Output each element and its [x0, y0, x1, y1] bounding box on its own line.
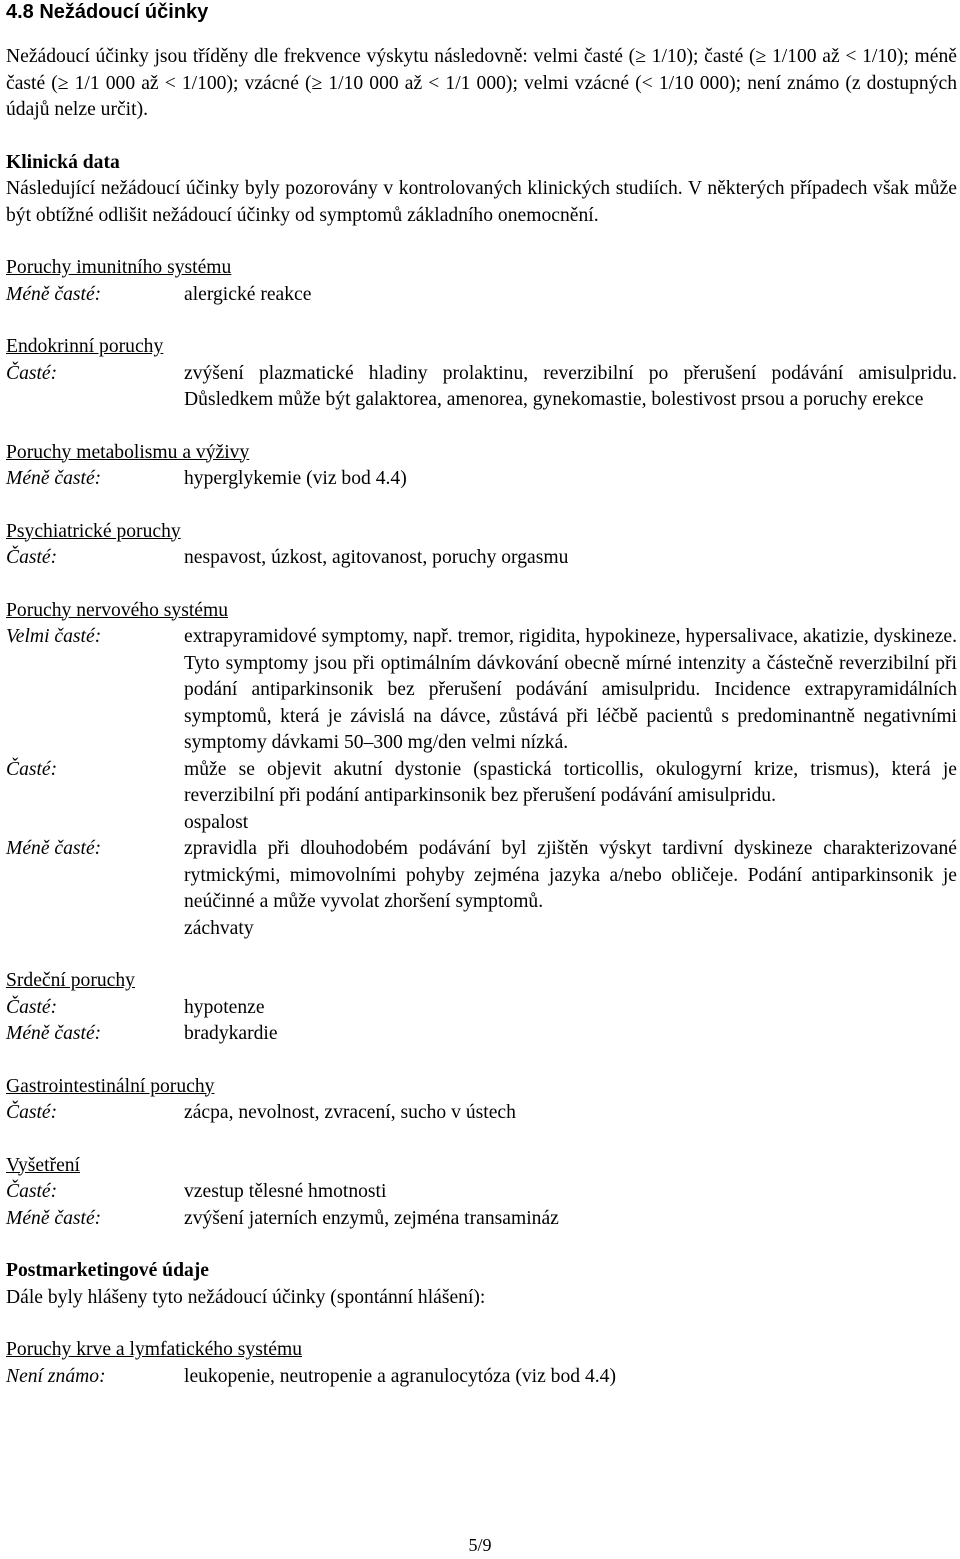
frequency-row [6, 1100, 957, 1127]
category-title: Gastrointestinální poruchy [6, 1075, 215, 1097]
effect-text: alergické reakce [184, 283, 312, 305]
frequency-row [6, 361, 957, 414]
category-title: Poruchy nervového systému [6, 599, 229, 621]
frequency-row [6, 810, 957, 837]
effect-text: záchvaty [184, 917, 254, 939]
category-block [6, 440, 957, 493]
category-block [6, 1074, 957, 1127]
effect-text: ospalost [184, 811, 249, 833]
frequency-label [6, 916, 184, 943]
category-title: Endokrinní poruchy [6, 336, 164, 357]
frequency-label: Velmi časté: [6, 626, 102, 647]
effect-text: může se objevit akutní dystonie (spastická torticollis, okulogyrní krize, trismus), která je reverzibilní při podání antiparkinsonik bez přerušení podávání amisulpridu. [184, 758, 957, 806]
effect-text: bradykardie [184, 1023, 278, 1044]
frequency-label [6, 810, 184, 837]
frequency-row [6, 624, 957, 757]
frequency-label: Časté: [6, 996, 58, 1018]
clinical-data-section [6, 150, 957, 230]
effect-text: extrapyramidové symptomy, např. tremor, rigidita, hypokineze, hypersalivace, akatizie, dyskineze. Tyto symptomy jsou při optimálním dávkování obecně mírné intenzity a částečně reverzibilní při podání antiparkinsonik bez přerušení podávání amisulpridu. Incidence extrapyramidálních symptomů, která je závislá na dávce, zůstává při léčbě pacientů s predominantně negativními symptomy dávkami 50–300 mg/den velmi nízká. [184, 626, 957, 753]
frequency-label: Časté: [6, 1181, 58, 1202]
frequency-row [6, 1364, 957, 1391]
effect-text: zvýšení jaterních enzymů, zejména transamináz [184, 1207, 559, 1229]
adverse-effects-list [6, 255, 957, 1232]
effect-text: hyperglykemie (viz bod 4.4) [184, 468, 407, 489]
frequency-row [6, 545, 957, 572]
frequency-row [6, 916, 957, 943]
effect-text: leukopenie, neutropenie a agranulocytóza (viz bod 4.4) [184, 1365, 616, 1387]
category-block [6, 1337, 957, 1390]
category-title: Psychiatrické poruchy [6, 520, 181, 542]
category-title: Poruchy metabolismu a výživy [6, 441, 250, 463]
frequency-label: Časté: [6, 1102, 58, 1123]
frequency-row [6, 282, 957, 309]
clinical-data-heading: Klinická data [6, 151, 120, 173]
category-title: Poruchy krve a lymfatického systému [6, 1339, 303, 1360]
frequency-row [6, 1206, 957, 1233]
section-title: 4.8 Nežádoucí účinky [6, 1, 209, 23]
effect-text: nespavost, úzkost, agitovanost, poruchy orgasmu [184, 547, 569, 568]
category-title: Vyšetření [6, 1154, 81, 1176]
category-block [6, 334, 957, 414]
category-block [6, 968, 957, 1048]
category-block [6, 255, 957, 308]
category-block [6, 1153, 957, 1233]
postmarketing-section [6, 1258, 957, 1311]
effect-text: zácpa, nevolnost, zvracení, sucho v ústech [184, 1102, 516, 1123]
category-title: Srdeční poruchy [6, 970, 135, 991]
clinical-data-text: Následující nežádoucí účinky byly pozorovány v kontrolovaných klinických studiích. V některých případech však může být obtížné odlišit nežádoucí účinky od symptomů základního onemocnění. [6, 178, 957, 226]
postmarketing-heading: Postmarketingové údaje [6, 1260, 209, 1281]
frequency-label: Méně časté: [6, 1023, 102, 1044]
postmarketing-list [6, 1337, 957, 1390]
frequency-label: Časté: [6, 362, 58, 384]
frequency-label: Časté: [6, 758, 58, 780]
frequency-row [6, 995, 957, 1022]
frequency-row [6, 1179, 957, 1206]
frequency-row [6, 757, 957, 810]
frequency-label: Časté: [6, 547, 58, 568]
frequency-label: Méně časté: [6, 283, 102, 305]
frequency-label: Méně časté: [6, 468, 102, 489]
effect-text: vzestup tělesné hmotnosti [184, 1181, 387, 1202]
frequency-row [6, 466, 957, 493]
page-number: 5/9 [468, 1535, 492, 1555]
frequency-label: Není známo: [6, 1365, 106, 1387]
category-block [6, 598, 957, 943]
intro-paragraph: Nežádoucí účinky jsou tříděny dle frekvence výskytu následovně: velmi časté (≥ 1/10); časté (≥ 1/100 až < 1/10); méně časté (≥ 1/1 000 až < 1/100); vzácné (≥ 1/10 000 až < 1/1 000); velmi vzácné (< 1/10 000); není známo (z dostupných údajů nelze určit). [6, 46, 957, 120]
category-block [6, 519, 957, 572]
document-page [6, 0, 957, 1390]
category-title: Poruchy imunitního systému [6, 257, 232, 278]
frequency-label: Méně časté: [6, 1207, 102, 1229]
frequency-label: Méně časté: [6, 838, 102, 859]
effect-text: zpravidla při dlouhodobém podávání byl zjištěn výskyt tardivní dyskineze charakterizované rytmickými, mimovolními pohyby zejména jazyka a/nebo obličeje. Podání antiparkinsonik je neúčinné a může vyvolat zhoršení symptomů. [184, 838, 957, 912]
postmarketing-text: Dále byly hlášeny tyto nežádoucí účinky (spontánní hlášení): [6, 1286, 486, 1308]
frequency-row [6, 836, 957, 916]
effect-text: zvýšení plazmatické hladiny prolaktinu, reverzibilní po přerušení podávání amisulpridu. Důsledkem může být galaktorea, amenorea, gynekomastie, bolestivost prsou a poruchy erekce [184, 362, 957, 410]
effect-text: hypotenze [184, 996, 265, 1018]
frequency-row [6, 1021, 957, 1048]
